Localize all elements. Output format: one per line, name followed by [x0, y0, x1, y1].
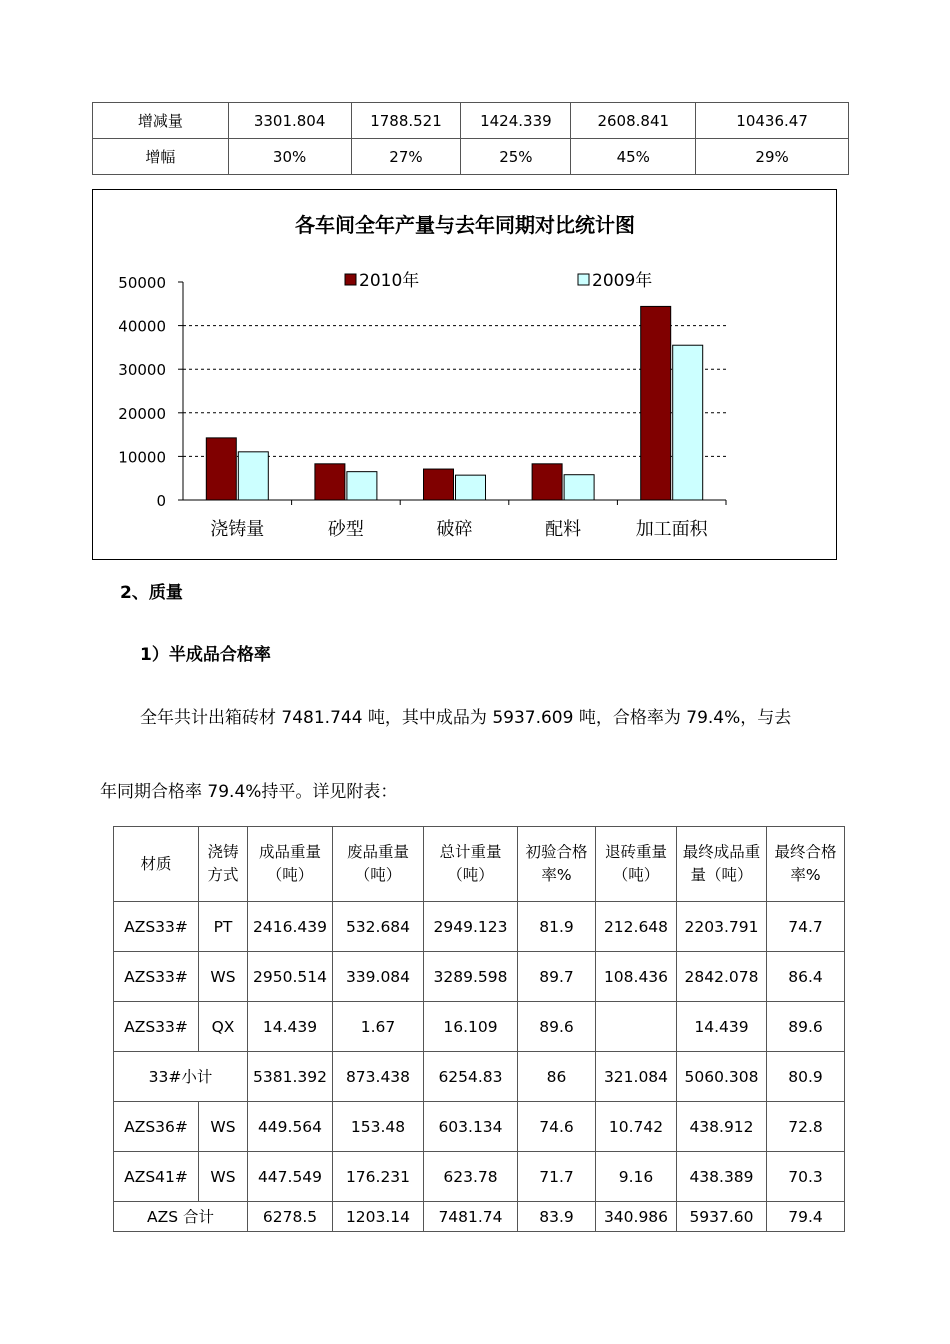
bar-2009年-浇铸量: [238, 452, 268, 500]
table-cell: 83.9: [518, 1202, 596, 1232]
legend-label: 2010年: [359, 271, 420, 291]
table-cell: PT: [199, 902, 248, 952]
table-cell: 321.084: [596, 1052, 677, 1102]
column-header: 最终成品重量（吨）: [677, 827, 767, 902]
table-cell: 27%: [351, 139, 461, 175]
column-header: 废品重量（吨）: [333, 827, 424, 902]
table-cell: 30%: [228, 139, 351, 175]
bar-2010年-砂型: [315, 464, 345, 500]
table-cell: [596, 1002, 677, 1052]
table-cell: WS: [199, 1152, 248, 1202]
table-cell: 89.6: [518, 1002, 596, 1052]
x-category-label: 破碎: [436, 519, 473, 540]
y-tick-label: 10000: [118, 448, 166, 467]
bar-2009年-加工面积: [673, 345, 703, 500]
table-row: [114, 1002, 845, 1052]
column-header: 最终合格率%: [767, 827, 845, 902]
x-category-label: 加工面积: [635, 519, 708, 540]
column-header: 材质: [114, 827, 199, 902]
paragraph-line: 全年共计出箱砖材 7481.744 吨，其中成品为 5937.609 吨，合格率为 79.4%，与去: [140, 708, 792, 728]
bar-2010年-破碎: [424, 469, 454, 500]
bar-2010年-浇铸量: [206, 438, 236, 500]
table-cell: 3301.804: [228, 103, 351, 139]
table-cell: 339.084: [333, 952, 424, 1002]
table-cell: 3289.598: [424, 952, 518, 1002]
y-tick-label: 30000: [118, 361, 166, 380]
table-cell: 81.9: [518, 902, 596, 952]
table-cell: 2416.439: [248, 902, 333, 952]
table-cell: 71.7: [518, 1152, 596, 1202]
table-cell: AZS33#: [114, 902, 199, 952]
column-header: 浇铸方式: [199, 827, 248, 902]
table-cell: 447.549: [248, 1152, 333, 1202]
table-cell: 29%: [696, 139, 849, 175]
table-cell: 176.231: [333, 1152, 424, 1202]
table-cell: 89.6: [767, 1002, 845, 1052]
table-cell: 2949.123: [424, 902, 518, 952]
table-cell: 340.986: [596, 1202, 677, 1232]
table-cell: 1424.339: [461, 103, 571, 139]
table-cell: 45%: [571, 139, 696, 175]
table-row: [114, 1102, 845, 1152]
table-row: [114, 1152, 845, 1202]
table-cell: 1.67: [333, 1002, 424, 1052]
table-cell: 1788.521: [351, 103, 461, 139]
table-row: [114, 902, 845, 952]
bar-2010年-配料: [532, 464, 562, 500]
x-category-label: 配料: [545, 519, 582, 540]
table-cell: 74.6: [518, 1102, 596, 1152]
table-cell: AZS 合计: [114, 1202, 248, 1232]
bar-2010年-加工面积: [641, 306, 671, 500]
table-cell: 16.109: [424, 1002, 518, 1052]
table-cell: 2842.078: [677, 952, 767, 1002]
table-cell: 89.7: [518, 952, 596, 1002]
table-cell: 2950.514: [248, 952, 333, 1002]
column-header: 成品重量（吨）: [248, 827, 333, 902]
bar-2009年-破碎: [456, 475, 486, 500]
table-cell: QX: [199, 1002, 248, 1052]
bar-2009年-配料: [564, 475, 594, 500]
table-cell: 9.16: [596, 1152, 677, 1202]
row-label: 增幅: [93, 139, 229, 175]
table-cell: 86.4: [767, 952, 845, 1002]
table-cell: AZS41#: [114, 1152, 199, 1202]
chart-canvas: [93, 190, 838, 561]
table-cell: 79.4: [767, 1202, 845, 1232]
column-header: 总计重量（吨）: [424, 827, 518, 902]
legend-label: 2009年: [592, 271, 653, 291]
table-cell: 108.436: [596, 952, 677, 1002]
table-header-row: [114, 827, 845, 902]
table-cell: 25%: [461, 139, 571, 175]
table-row: [114, 952, 845, 1002]
table-cell: 438.912: [677, 1102, 767, 1152]
subsection-heading: 1）半成品合格率: [140, 645, 271, 665]
table-cell: 6278.5: [248, 1202, 333, 1232]
subtotal-row: [114, 1052, 845, 1102]
table-cell: 14.439: [248, 1002, 333, 1052]
table-cell: 603.134: [424, 1102, 518, 1152]
bar-chart: [92, 189, 837, 560]
table-cell: 153.48: [333, 1102, 424, 1152]
legend-swatch: [578, 274, 589, 285]
table-cell: 212.648: [596, 902, 677, 952]
table-cell: 7481.74: [424, 1202, 518, 1232]
table-cell: 6254.83: [424, 1052, 518, 1102]
quality-table: [113, 826, 845, 1232]
paragraph-line: 年同期合格率 79.4%持平。详见附表：: [100, 782, 398, 802]
summary-table: [92, 102, 849, 175]
legend-swatch: [345, 274, 356, 285]
table-cell: 14.439: [677, 1002, 767, 1052]
table-cell: 74.7: [767, 902, 845, 952]
y-tick-label: 50000: [118, 274, 166, 292]
table-cell: 2608.841: [571, 103, 696, 139]
table-cell: 5381.392: [248, 1052, 333, 1102]
total-row: [114, 1202, 845, 1232]
bar-2009年-砂型: [347, 472, 377, 500]
y-tick-label: 40000: [118, 317, 166, 336]
table-cell: 5937.60: [677, 1202, 767, 1232]
table-cell: AZS33#: [114, 952, 199, 1002]
column-header: 初验合格率%: [518, 827, 596, 902]
table-cell: 449.564: [248, 1102, 333, 1152]
table-cell: WS: [199, 952, 248, 1002]
table-cell: 532.684: [333, 902, 424, 952]
table-cell: 623.78: [424, 1152, 518, 1202]
column-header: 退砖重量（吨）: [596, 827, 677, 902]
table-cell: 86: [518, 1052, 596, 1102]
table-cell: 33#小计: [114, 1052, 248, 1102]
table-cell: AZS36#: [114, 1102, 199, 1152]
y-tick-label: 0: [156, 492, 166, 510]
table-cell: 5060.308: [677, 1052, 767, 1102]
table-cell: WS: [199, 1102, 248, 1152]
x-category-label: 砂型: [327, 519, 364, 540]
section-heading: 2、质量: [120, 583, 183, 603]
table-cell: 80.9: [767, 1052, 845, 1102]
table-cell: 10436.47: [696, 103, 849, 139]
table-cell: AZS33#: [114, 1002, 199, 1052]
table-cell: 873.438: [333, 1052, 424, 1102]
table-row: [93, 139, 849, 175]
table-row: [93, 103, 849, 139]
table-cell: 1203.14: [333, 1202, 424, 1232]
table-cell: 10.742: [596, 1102, 677, 1152]
y-tick-label: 20000: [118, 404, 166, 423]
table-cell: 2203.791: [677, 902, 767, 952]
x-category-label: 浇铸量: [210, 519, 265, 540]
table-cell: 70.3: [767, 1152, 845, 1202]
table-cell: 72.8: [767, 1102, 845, 1152]
table-cell: 438.389: [677, 1152, 767, 1202]
chart-title: 各车间全年产量与去年同期对比统计图: [295, 213, 635, 237]
row-label: 增减量: [93, 103, 229, 139]
